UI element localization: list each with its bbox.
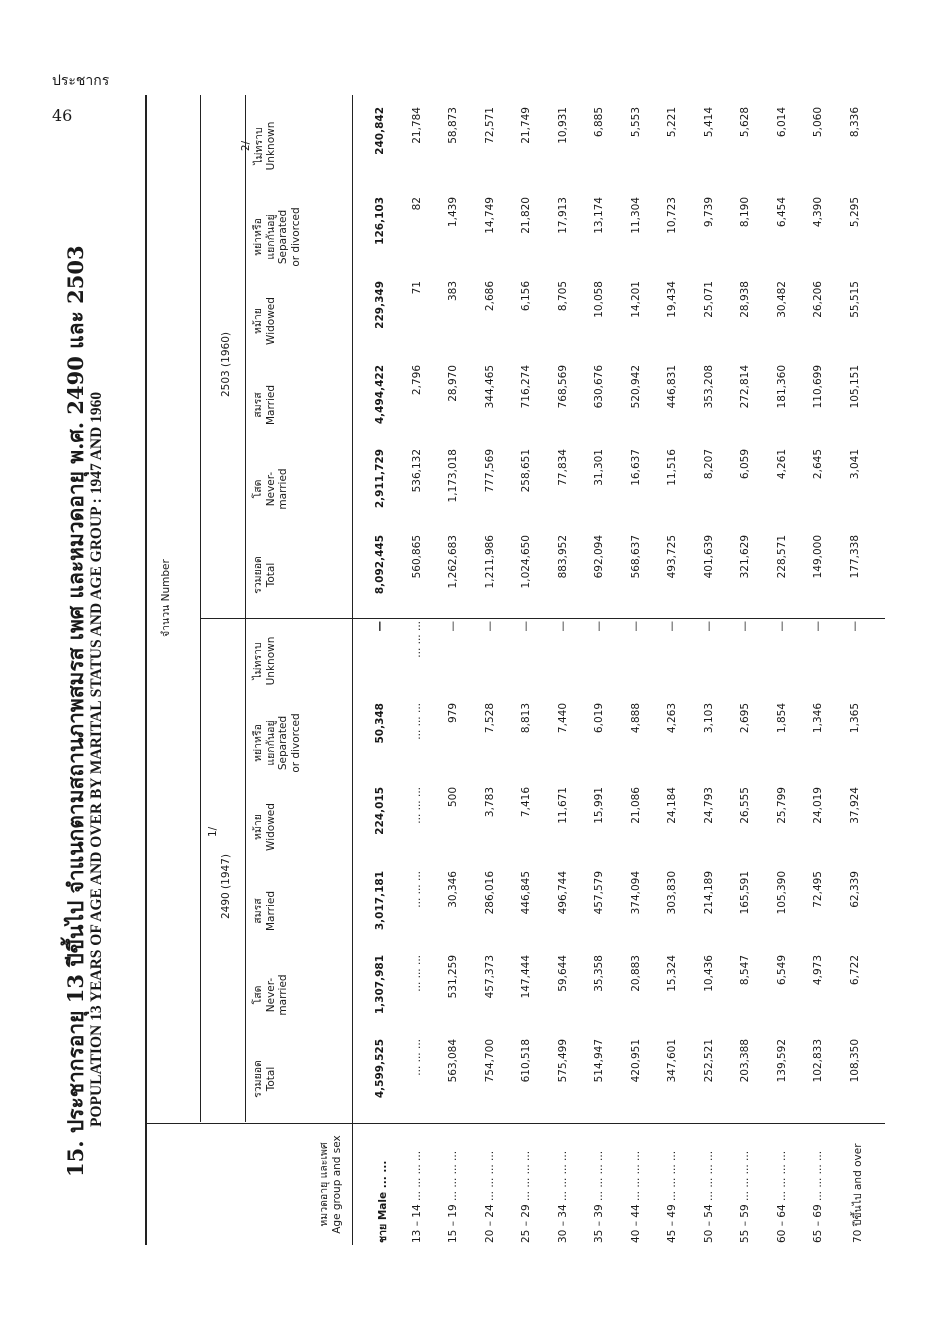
- cell-1947: 10,436: [702, 955, 715, 992]
- cell-1947: 7,440: [556, 703, 569, 734]
- cell-1960: 6,059: [739, 449, 751, 480]
- col-1947-married: สมรส Married: [252, 891, 277, 931]
- cell-1960: 272,814: [739, 365, 751, 409]
- cell-1947: 24,019: [812, 787, 824, 824]
- page-number: 46: [52, 106, 73, 125]
- page-category: ประชากร: [52, 73, 110, 89]
- cell-1947: 1,365: [848, 703, 861, 734]
- cell-1947: 8,547: [739, 955, 751, 986]
- cell-1947: —: [593, 621, 605, 632]
- row-label: 55 – 59 ... ... ... ...: [739, 1150, 751, 1243]
- cell-1947: 24,793: [702, 787, 715, 824]
- year-1960-label: 2503 (1960): [220, 332, 232, 397]
- row-label: 30 – 34 ... ... ... ...: [556, 1150, 569, 1243]
- table-row: [445, 0, 465, 1337]
- cell-1960: 1,439: [447, 197, 459, 228]
- cell-1960: 110,699: [812, 365, 824, 409]
- table-row: [482, 0, 502, 1337]
- cell-1960: 4,390: [812, 197, 824, 228]
- year-group-rule: [200, 95, 201, 1122]
- cell-1960: 10,058: [593, 281, 605, 318]
- cell-1960: 5,060: [812, 107, 824, 138]
- cell-1960: 82: [410, 197, 423, 211]
- table-row: [555, 0, 575, 1337]
- cell-1960: 883,952: [556, 535, 569, 579]
- cell-1947: 575,499: [556, 1039, 569, 1083]
- cell-1960: 71: [410, 281, 423, 295]
- cell-1960: 10,931: [556, 107, 569, 144]
- cell-1947: 3,783: [483, 787, 496, 818]
- col-1960-widowed: หม้าย Widowed: [252, 297, 277, 345]
- cell-1947: ... ... ...: [410, 787, 423, 824]
- cell-1960: 4,261: [775, 449, 788, 480]
- cell-1947: 3,017,181: [374, 871, 386, 931]
- cell-1960: 258,651: [520, 449, 532, 493]
- table-top-rule: [145, 95, 147, 1245]
- cell-1947: 1,346: [812, 703, 824, 734]
- table-row: [774, 0, 794, 1337]
- cell-1947: 2,695: [739, 703, 751, 734]
- cell-1960: 6,885: [593, 107, 605, 138]
- cell-1947: 374,094: [629, 871, 642, 915]
- cell-1947: 15,991: [593, 787, 605, 824]
- cell-1960: 240,842: [374, 107, 386, 155]
- cell-1960: 8,705: [556, 281, 569, 312]
- col-1947-never-married: โสด Never- married: [252, 974, 290, 1016]
- row-header-thai: หมวดอายุ และเพศ: [318, 1142, 330, 1227]
- cell-1947: —: [447, 621, 459, 632]
- cell-1947: 1,307,981: [374, 955, 386, 1015]
- cell-1947: 446,845: [520, 871, 532, 915]
- cell-1960: 13,174: [593, 197, 605, 234]
- cell-1947: 24,184: [666, 787, 678, 824]
- row-label: 60 – 64 ... ... ... ...: [775, 1150, 788, 1243]
- cell-1960: 8,092,445: [374, 535, 386, 595]
- cell-1960: 177,338: [848, 535, 861, 579]
- cell-1960: 4,494,422: [374, 365, 386, 425]
- cell-1960: 692,094: [593, 535, 605, 579]
- cell-1947: 979: [447, 703, 459, 724]
- cell-1947: 203,388: [739, 1039, 751, 1083]
- row-header: [318, 1127, 343, 1242]
- cell-1960: 21,784: [410, 107, 423, 144]
- cell-1947: 610,518: [520, 1039, 532, 1083]
- cell-1947: —: [629, 621, 642, 632]
- cell-1947: 15,324: [666, 955, 678, 992]
- row-label: 45 – 49 ... ... ... ...: [666, 1150, 678, 1243]
- cell-1947: 102,833: [812, 1039, 824, 1083]
- cell-1947: 50,348: [374, 703, 386, 744]
- cell-1960: 5,221: [666, 107, 678, 138]
- cell-1947: 531,259: [447, 955, 459, 999]
- cell-1960: 716,274: [520, 365, 532, 409]
- cell-1947: ... ... ...: [410, 871, 423, 908]
- cell-1947: —: [520, 621, 532, 632]
- cell-1947: 30,346: [447, 871, 459, 908]
- cell-1960: 72,571: [483, 107, 496, 144]
- cell-1960: 17,913: [556, 197, 569, 234]
- cell-1960: 536,132: [410, 449, 423, 493]
- col-1947-widowed: หม้าย Widowed: [252, 803, 277, 851]
- table-title-english: POPULATION 13 YEARS OF AGE AND OVER BY MARITAL STATUS AND AGE GROUP : 1947 AND 1960: [88, 391, 105, 1127]
- cell-1947: 4,263: [666, 703, 678, 734]
- cell-1947: —: [483, 621, 496, 632]
- row-label: ชาย Male ... ...: [377, 1160, 389, 1243]
- cell-1947: 165,591: [739, 871, 751, 915]
- cell-1960: 5,414: [702, 107, 715, 138]
- cell-1947: —: [374, 621, 386, 632]
- unit-label: จำนวน Number: [160, 559, 172, 637]
- cell-1947: 72,495: [812, 871, 824, 908]
- cell-1960: 6,014: [775, 107, 788, 138]
- cell-1960: 493,725: [666, 535, 678, 579]
- cell-1960: 2,686: [483, 281, 496, 312]
- cell-1947: ... ... ...: [410, 621, 423, 658]
- cell-1947: 224,015: [374, 787, 386, 835]
- table-row: [701, 0, 721, 1337]
- cell-1960: 6,454: [775, 197, 788, 228]
- cell-1960: 16,637: [629, 449, 642, 486]
- cell-1947: 3,103: [702, 703, 715, 734]
- row-label: 50 – 54 ... ... ... ...: [702, 1150, 715, 1243]
- cell-1947: 6,722: [848, 955, 861, 986]
- cell-1947: 457,373: [483, 955, 496, 999]
- cell-1960: 321,629: [739, 535, 751, 579]
- cell-1947: —: [739, 621, 751, 632]
- cell-1960: 2,645: [812, 449, 824, 480]
- cell-1960: 14,749: [483, 197, 496, 234]
- cell-1960: 401,639: [702, 535, 715, 579]
- cell-1960: 446,831: [666, 365, 678, 409]
- cell-1947: 496,744: [556, 871, 569, 915]
- col-1947-total: รวมยอด Total: [252, 1060, 277, 1098]
- unknown-footnote: 2/: [240, 140, 252, 152]
- cell-1947: —: [812, 621, 824, 632]
- cell-1960: 8,336: [848, 107, 861, 138]
- table-row: [664, 0, 684, 1337]
- table-row: [372, 0, 392, 1337]
- cell-1947: 4,599,525: [374, 1039, 386, 1099]
- year-1947-footnote: 1/: [207, 826, 219, 837]
- cell-1947: 6,019: [593, 703, 605, 734]
- cell-1960: 8,207: [702, 449, 715, 480]
- cell-1960: 105,151: [848, 365, 861, 409]
- cell-1960: 8,190: [739, 197, 751, 228]
- row-label: 65 – 69 ... ... ... ...: [812, 1150, 824, 1243]
- cell-1947: 11,671: [556, 787, 569, 824]
- cell-1947: 420,951: [629, 1039, 642, 1083]
- cell-1947: —: [556, 621, 569, 632]
- cell-1960: 228,571: [775, 535, 788, 579]
- cell-1947: 286,016: [483, 871, 496, 915]
- cell-1960: 21,749: [520, 107, 532, 144]
- cell-1947: 21,086: [629, 787, 642, 824]
- cell-1947: 105,390: [775, 871, 788, 915]
- cell-1947: 35,358: [593, 955, 605, 992]
- cell-1947: 139,592: [775, 1039, 788, 1083]
- cell-1960: 383: [447, 281, 459, 302]
- cell-1947: 25,799: [775, 787, 788, 824]
- table-row: [810, 0, 830, 1337]
- cell-1947: 214,189: [702, 871, 715, 915]
- year-1947-label: 2490 (1947): [220, 854, 232, 919]
- row-label: 70 ปีขึ้นไป and over: [851, 1143, 864, 1243]
- cell-1960: 560,865: [410, 535, 423, 579]
- cell-1947: 500: [447, 787, 459, 808]
- cell-1947: 563,084: [447, 1039, 459, 1083]
- cell-1960: 58,873: [447, 107, 459, 144]
- cell-1960: 55,515: [848, 281, 861, 318]
- cell-1947: ... ... ...: [410, 703, 423, 740]
- cell-1947: —: [848, 621, 861, 632]
- row-header-english: Age group and sex: [330, 1135, 343, 1234]
- cell-1960: 25,071: [702, 281, 715, 318]
- cell-1947: 347,601: [666, 1039, 678, 1083]
- row-label: 20 – 24 ... ... ... ...: [483, 1150, 496, 1243]
- cell-1947: 754,700: [483, 1039, 496, 1083]
- column-header-rule: [245, 95, 246, 1122]
- col-1947-separated: หย่าหรือ แยกกันอยู่ Separated or divorced: [252, 713, 302, 773]
- col-1960-never-married: โสด Never- married: [252, 468, 290, 510]
- cell-1947: 147,444: [520, 955, 532, 999]
- cell-1960: 126,103: [374, 197, 386, 245]
- cell-1947: ... ... ...: [410, 955, 423, 992]
- col-1960-separated: หย่าหรือ แยกกันอยู่ Separated or divorced: [252, 207, 302, 267]
- cell-1960: 5,553: [629, 107, 642, 138]
- cell-1960: 77,834: [556, 449, 569, 486]
- cell-1960: 26,206: [812, 281, 824, 318]
- cell-1947: 303,830: [666, 871, 678, 915]
- cell-1960: 14,201: [629, 281, 642, 318]
- row-label: 15 – 19 ... ... ... ...: [447, 1150, 459, 1243]
- cell-1960: 520,942: [629, 365, 642, 409]
- cell-1947: 37,924: [848, 787, 861, 824]
- cell-1960: 2,911,729: [374, 449, 386, 509]
- cell-1960: 630,676: [593, 365, 605, 409]
- cell-1960: 31,301: [593, 449, 605, 486]
- cell-1947: 457,579: [593, 871, 605, 915]
- cell-1947: ... ... ...: [410, 1039, 423, 1076]
- cell-1960: 30,482: [775, 281, 788, 318]
- cell-1960: 777,569: [483, 449, 496, 493]
- cell-1960: 768,569: [556, 365, 569, 409]
- cell-1947: 62,339: [848, 871, 861, 908]
- cell-1960: 1,211,986: [483, 535, 496, 589]
- table-title-thai: 15. ประชากรอายุ 13 ปีขึ้นไป จำแนกตามสถานภาพสมรส เพศ และหมวดอายุ พ.ศ. 2490 และ 2503: [63, 245, 88, 1177]
- table-row: [591, 0, 611, 1337]
- row-label: 13 – 14 ... ... ... ...: [410, 1150, 423, 1243]
- cell-1947: 1,854: [775, 703, 788, 734]
- cell-1960: 1,024,650: [520, 535, 532, 589]
- cell-1960: 11,304: [629, 197, 642, 234]
- cell-1947: —: [666, 621, 678, 632]
- cell-1960: 149,000: [812, 535, 824, 579]
- cell-1947: 4,888: [629, 703, 642, 734]
- cell-1947: 26,555: [739, 787, 751, 824]
- table-row: [737, 0, 757, 1337]
- table-row: [628, 0, 648, 1337]
- cell-1947: 4,973: [812, 955, 824, 986]
- cell-1947: 59,644: [556, 955, 569, 992]
- cell-1947: 6,549: [775, 955, 788, 986]
- cell-1960: 3,041: [848, 449, 861, 480]
- col-1960-unknown: 2/ ไม่ทราบ Unknown: [240, 101, 278, 191]
- cell-1960: 5,628: [739, 107, 751, 138]
- cell-1960: 21,820: [520, 197, 532, 234]
- col-1960-married: สมรส Married: [252, 385, 277, 425]
- col-1960-total: รวมยอด Total: [252, 556, 277, 594]
- cell-1947: 8,813: [520, 703, 532, 734]
- cell-1947: 7,416: [520, 787, 532, 818]
- table-row: [409, 0, 429, 1337]
- cell-1960: 1,262,683: [447, 535, 459, 589]
- cell-1960: 353,208: [702, 365, 715, 409]
- cell-1947: 108,350: [848, 1039, 861, 1083]
- cell-1947: 20,883: [629, 955, 642, 992]
- cell-1960: 10,723: [666, 197, 678, 234]
- cell-1960: 6,156: [520, 281, 532, 312]
- cell-1960: 1,173,018: [447, 449, 459, 503]
- table-row: [518, 0, 538, 1337]
- cell-1960: 5,295: [848, 197, 861, 228]
- cell-1960: 11,516: [666, 449, 678, 486]
- cell-1960: 568,637: [629, 535, 642, 579]
- row-label: 40 – 44 ... ... ... ...: [629, 1150, 642, 1243]
- cell-1960: 181,360: [775, 365, 788, 409]
- cell-1947: 7,528: [483, 703, 496, 734]
- cell-1960: 28,970: [447, 365, 459, 402]
- cell-1960: 9,739: [702, 197, 715, 228]
- row-label: 25 – 29 ... ... ... ...: [520, 1150, 532, 1243]
- cell-1960: 28,938: [739, 281, 751, 318]
- col-1947-unknown: ไม่ทราบ Unknown: [252, 636, 277, 686]
- cell-1947: —: [775, 621, 788, 632]
- header-bottom-rule: [352, 95, 353, 1245]
- cell-1960: 19,434: [666, 281, 678, 318]
- cell-1947: —: [702, 621, 715, 632]
- cell-1947: 514,947: [593, 1039, 605, 1083]
- table-row: [847, 0, 867, 1337]
- cell-1960: 344,465: [483, 365, 496, 409]
- cell-1960: 229,349: [374, 281, 386, 329]
- cell-1960: 2,796: [410, 365, 423, 396]
- cell-1947: 252,521: [702, 1039, 715, 1083]
- row-label: 35 – 39 ... ... ... ...: [593, 1150, 605, 1243]
